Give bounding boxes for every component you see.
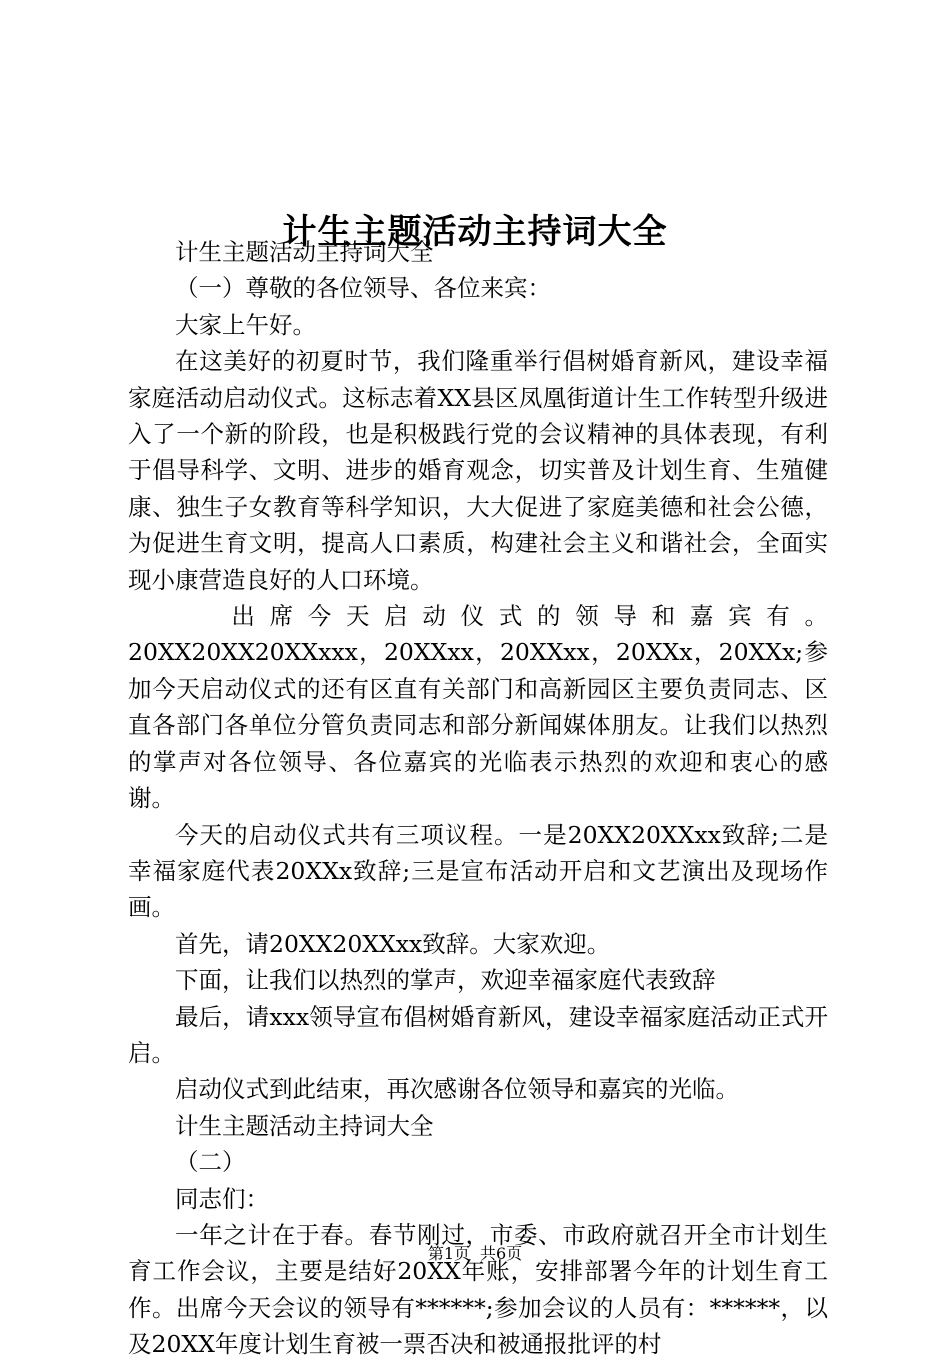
paragraph: 在这美好的初夏时节，我们隆重举行倡树婚育新风，建设幸福家庭活动启动仪式。这标志着XX县区凤凰街道计生工作转型升级进入了一个新的阶段，也是积极践行党的会议精神的具体表现，有利于倡导科学、文明、进步的婚育观念，切实普及计划生育、生殖健康、独生子女教育等科学知识，大大促进了家庭美德和社会公德，为促进生育文明，提高人口素质，构建社会主义和谐社会，全面实现小康营造良好的人口环境。: [128, 347, 828, 594]
paragraph: 下面，让我们以热烈的掌声，欢迎幸福家庭代表致辞: [175, 966, 716, 995]
paragraph: 首先，请20XX20XXxx致辞。大家欢迎。: [175, 929, 611, 958]
page-number: 第1页: [427, 1244, 470, 1263]
paragraph: 启动仪式到此结束，再次感谢各位领导和嘉宾的光临。: [175, 1075, 739, 1104]
document-body: [128, 234, 828, 1363]
paragraph: 今天的启动仪式共有三项议程。一是20XX20XXxx致辞;二是幸福家庭代表20XXx致辞;三是宣布活动开启和文艺演出及现场作画。: [128, 820, 828, 922]
page-footer: [0, 1244, 950, 1264]
paragraph: 计生主题活动主持词大全: [175, 1111, 434, 1140]
paragraph: 大家上午好。: [175, 310, 316, 339]
paragraph: 一年之计在于春。春节刚过，市委、市政府就召开全市计划生育工作会议，主要是结好20XX年账，安排部署今年的计划生育工作。出席今天会议的领导有******;参加会议的人员有：******，以及20XX年度计划生育被一票否决和被通报批评的村: [128, 1220, 828, 1359]
paragraph: 出席今天启动仪式的领导和嘉宾有。: [231, 602, 828, 631]
document-title: 计生主题活动主持词大全: [282, 211, 668, 252]
paragraph: 计生主题活动主持词大全: [175, 238, 434, 266]
paragraph: 同志们：: [175, 1184, 269, 1213]
paragraph: 20XX20XX20XXxxx，20XXxx，20XXxx，20XXx，20XXx;参加今天启动仪式的还有区直有关部门和高新园区主要负责同志、区直各部门各单位分管负责同志和部分新闻媒体朋友。让我们以热烈的掌声对各位领导、各位嘉宾的光临表示热烈的欢迎和衷心的感谢。: [128, 638, 828, 813]
paragraph: （一）尊敬的各位领导、各位来宾：: [175, 274, 551, 303]
paragraph: （二）: [175, 1148, 246, 1177]
page-total: 共6页: [480, 1244, 523, 1263]
paragraph: 最后，请xxx领导宣布倡树婚育新风，建设幸福家庭活动正式开启。: [128, 1002, 828, 1067]
